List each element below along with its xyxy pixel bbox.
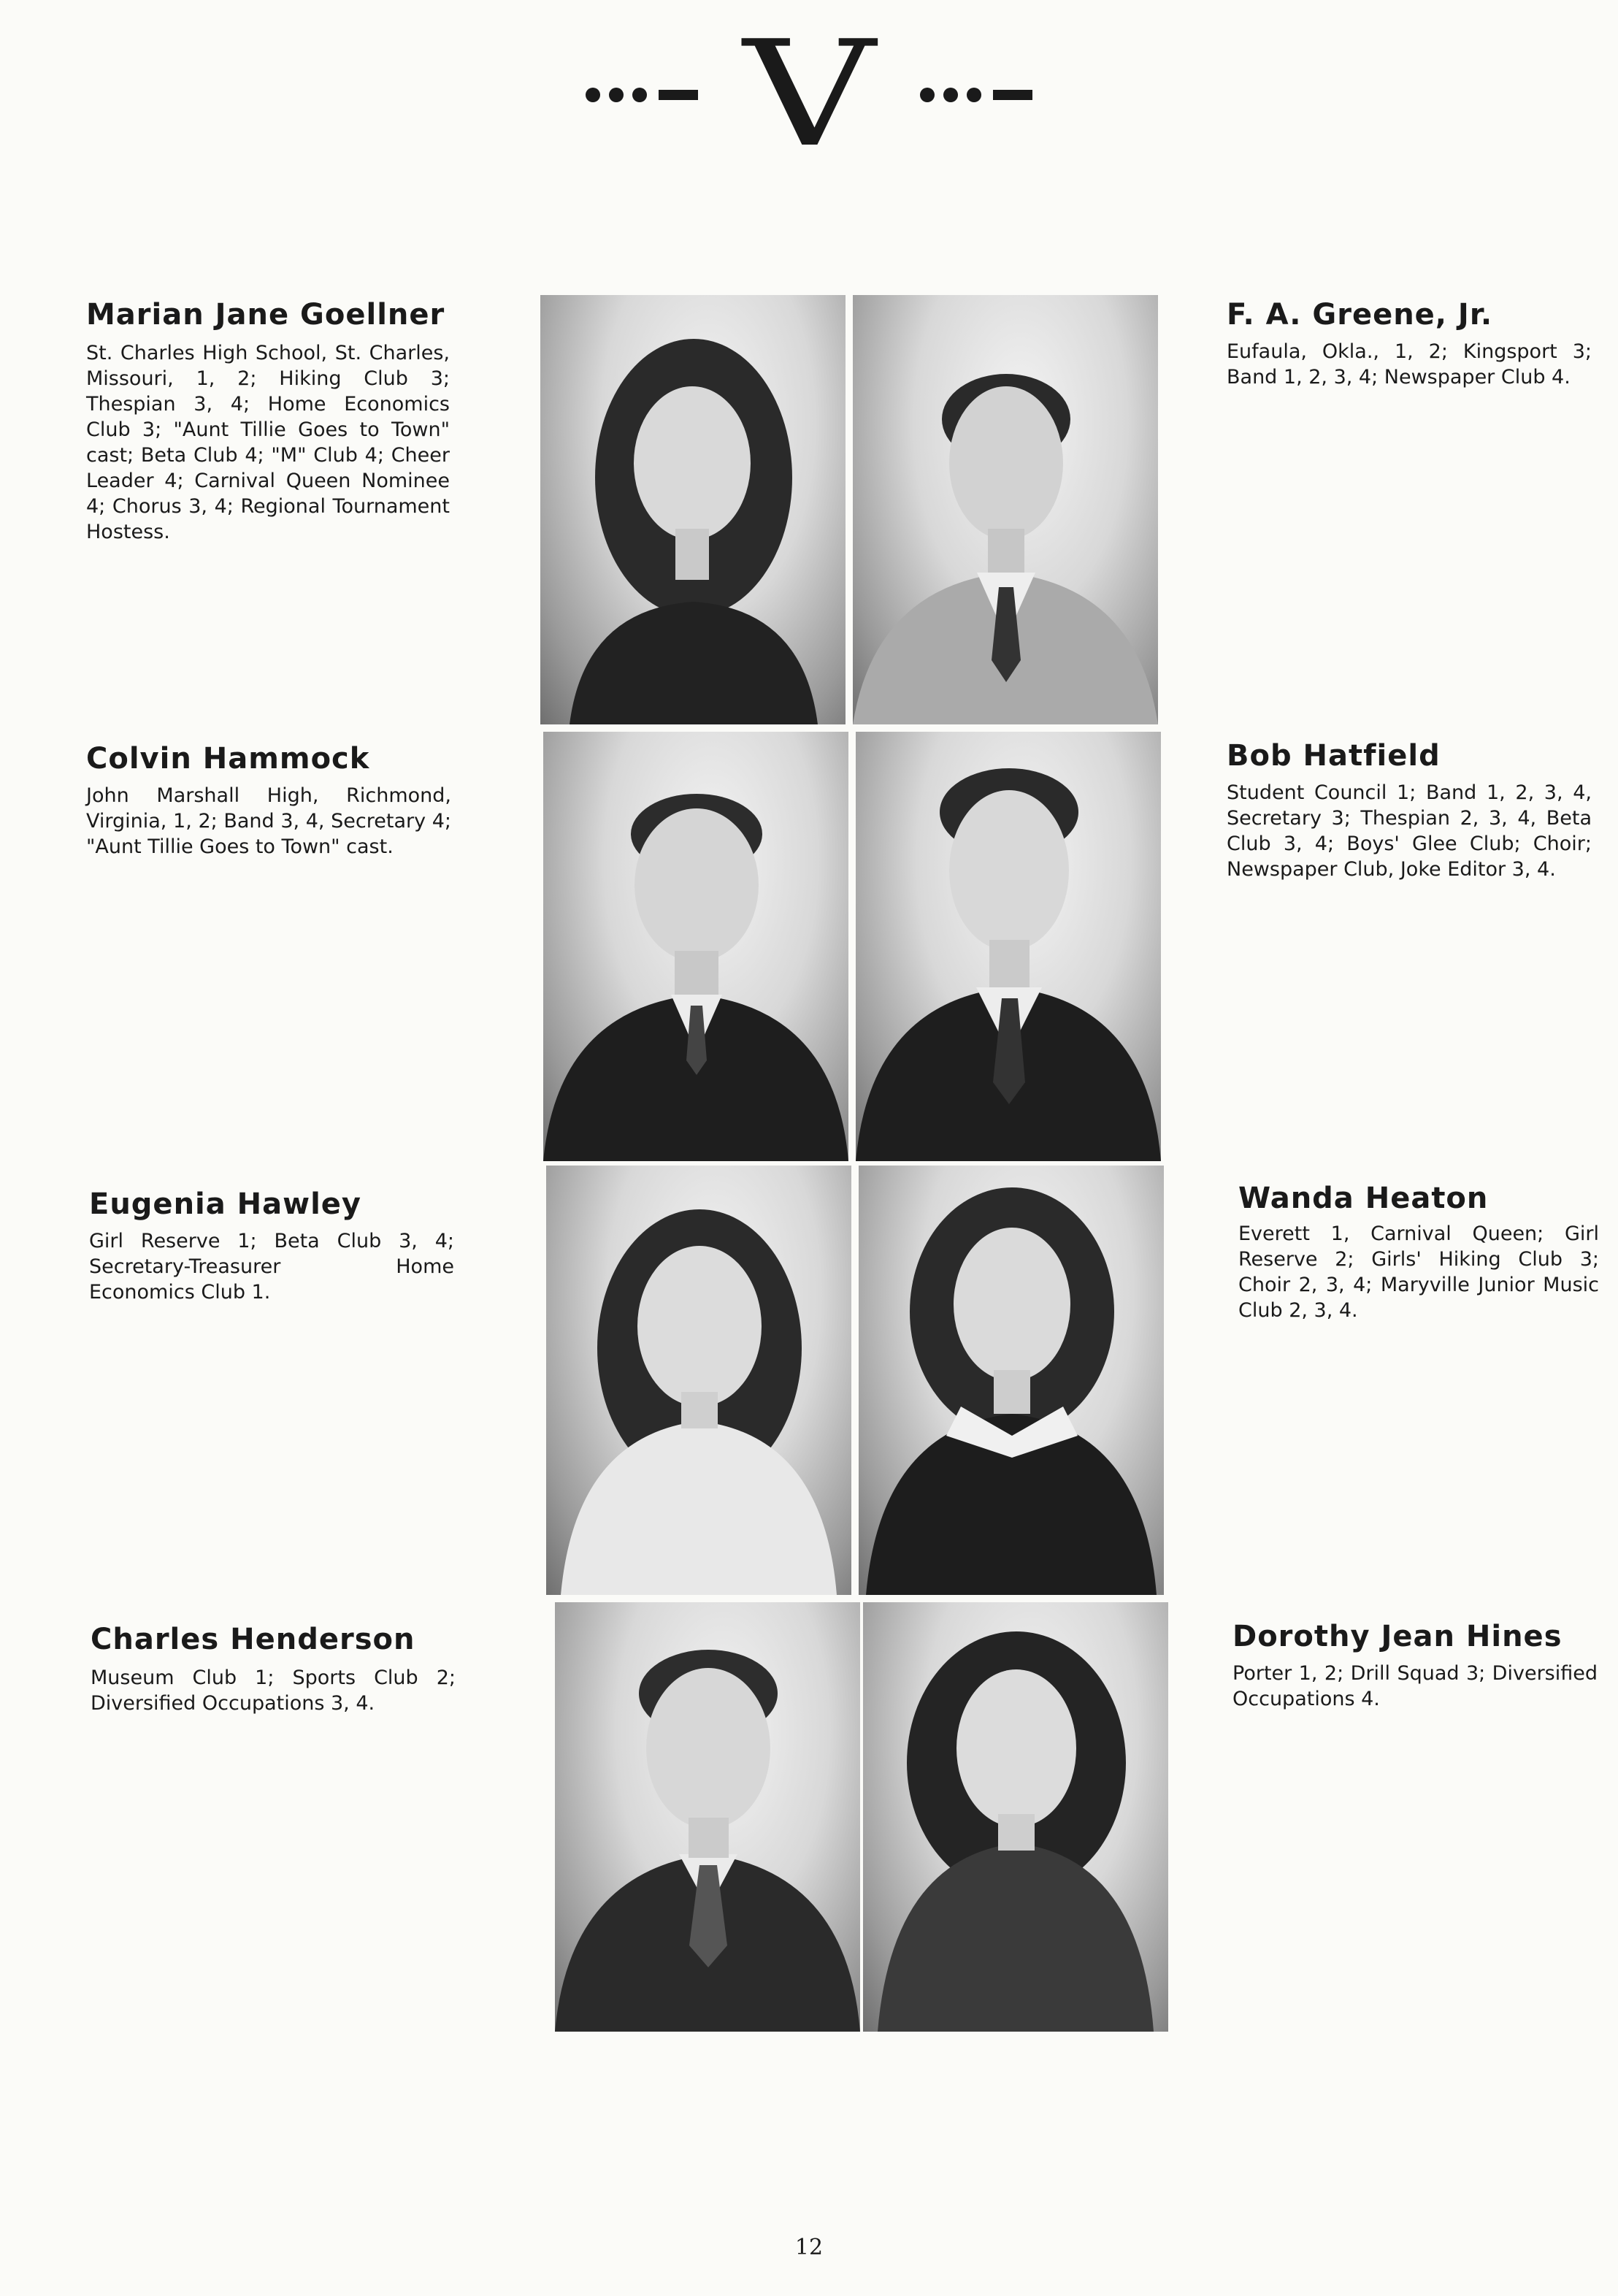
left-ornament [586,88,698,102]
student-name-henderson: Charles Henderson [91,1623,415,1656]
portrait-hatfield [856,732,1161,1161]
student-name-hines: Dorothy Jean Hines [1232,1620,1563,1653]
student-bio-goellner: St. Charles High School, St. Charles, Missouri, 1, 2; Hiking Club 3; Thespian 3, 4; Home Economics Club 3; "Aunt Tillie Goes to Town" cast; Beta Club 4; "M" Club 4; Cheer Leader 4; Carnival Queen Nominee 4; Chorus 3, 4; Regional Tournament Hostess. [86,342,450,543]
portrait-greene [853,295,1158,724]
student-bio-hines: Porter 1, 2; Drill Squad 3; Diversified Occupations 4. [1232,1662,1598,1710]
portrait-henderson [555,1602,860,2032]
student-bio-henderson: Museum Club 1; Sports Club 2; Diversified Occupations 3, 4. [91,1666,456,1715]
student-bio-heaton: Everett 1, Carnival Queen; Girl Reserve 2; Girls' Hiking Club 3; Choir 2, 3, 4; Maryville Junior Music Club 2, 3, 4. [1238,1222,1599,1322]
student-bio-hammock: John Marshall High, Richmond, Virginia, 1, 2; Band 3, 4, Secretary 4; "Aunt Tillie Goes to Town" cast. [86,784,451,858]
section-letter: V [743,9,875,180]
portrait-hawley [546,1166,851,1595]
student-name-greene: F. A. Greene, Jr. [1227,298,1493,332]
student-bio-hawley: Girl Reserve 1; Beta Club 3, 4; Secretary-Treasurer Home Economics Club 1. [89,1230,454,1304]
student-name-goellner: Marian Jane Goellner [86,298,445,332]
student-name-heaton: Wanda Heaton [1238,1182,1489,1215]
portrait-heaton [859,1166,1164,1595]
student-name-hawley: Eugenia Hawley [89,1187,362,1221]
portrait-hammock [543,732,848,1161]
page-number: 12 [794,2235,824,2260]
portrait-hines [863,1602,1168,2032]
student-bio-hatfield: Student Council 1; Band 1, 2, 3, 4, Secretary 3; Thespian 2, 3, 4, Beta Club 3, 4; Boys' Glee Club; Choir; Newspaper Club, Joke Editor 3, 4. [1227,781,1592,881]
student-name-hammock: Colvin Hammock [86,742,370,776]
student-name-hatfield: Bob Hatfield [1227,739,1441,773]
student-bio-greene: Eufaula, Okla., 1, 2; Kingsport 3; Band 1, 2, 3, 4; Newspaper Club 4. [1227,340,1592,389]
portrait-goellner [540,295,846,724]
section-header [0,9,1618,180]
right-ornament [920,88,1032,102]
